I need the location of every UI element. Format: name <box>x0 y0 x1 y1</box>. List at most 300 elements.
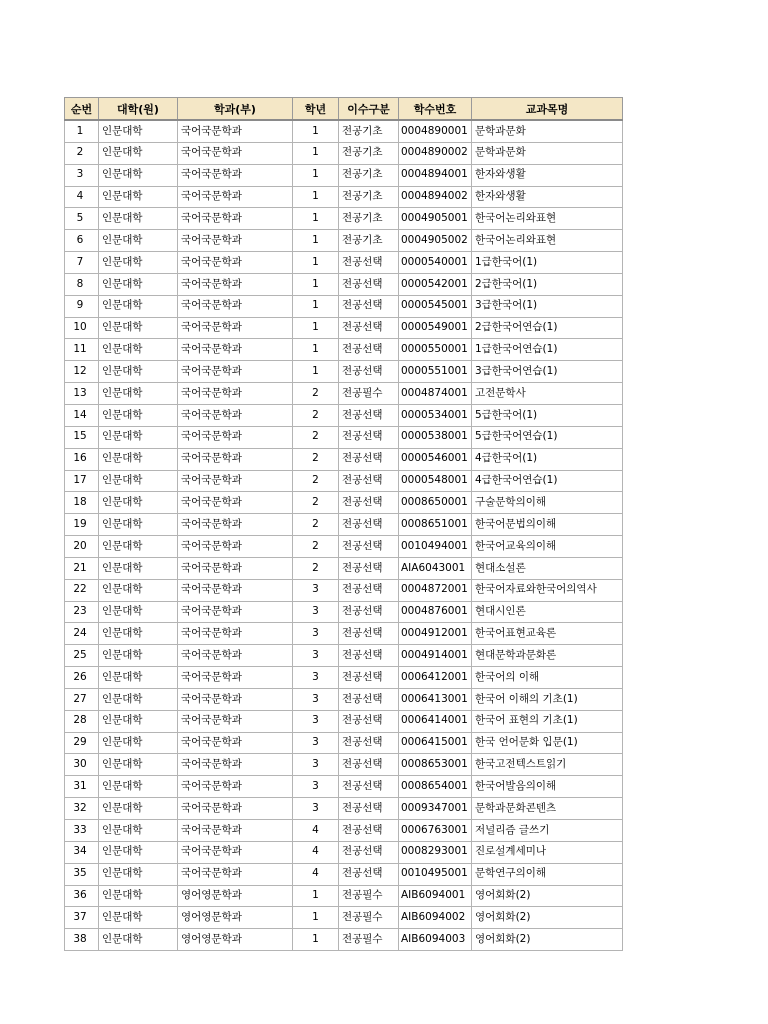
department-cell: 영어영문학과 <box>178 907 293 929</box>
table-row <box>65 623 623 645</box>
course-name-cell: 문학연구의이해 <box>472 863 623 885</box>
college-cell: 인문대학 <box>99 426 178 448</box>
course-code-cell: 0006415001 <box>399 732 472 754</box>
seq-cell: 27 <box>65 688 99 710</box>
table-row <box>65 754 623 776</box>
department-cell: 국어국문학과 <box>178 754 293 776</box>
table-row <box>65 426 623 448</box>
department-cell: 국어국문학과 <box>178 426 293 448</box>
year-cell: 1 <box>293 885 339 907</box>
year-cell: 4 <box>293 863 339 885</box>
seq-cell: 22 <box>65 579 99 601</box>
department-cell: 국어국문학과 <box>178 732 293 754</box>
department-cell: 국어국문학과 <box>178 492 293 514</box>
department-cell: 국어국문학과 <box>178 667 293 689</box>
course-type-cell: 전공선택 <box>339 863 399 885</box>
department-cell: 국어국문학과 <box>178 645 293 667</box>
seq-cell: 37 <box>65 907 99 929</box>
seq-cell: 9 <box>65 295 99 317</box>
table-row <box>65 164 623 186</box>
seq-cell: 19 <box>65 514 99 536</box>
college-cell: 인문대학 <box>99 470 178 492</box>
header-college: 대학(원) <box>99 98 178 121</box>
department-cell: 국어국문학과 <box>178 470 293 492</box>
college-cell: 인문대학 <box>99 142 178 164</box>
department-cell: 국어국문학과 <box>178 186 293 208</box>
course-code-cell: 0008653001 <box>399 754 472 776</box>
course-name-cell: 4급한국어연습(1) <box>472 470 623 492</box>
department-cell: 국어국문학과 <box>178 536 293 558</box>
seq-cell: 21 <box>65 557 99 579</box>
college-cell: 인문대학 <box>99 929 178 951</box>
course-code-cell: 0004874001 <box>399 383 472 405</box>
course-code-cell: 0009347001 <box>399 798 472 820</box>
college-cell: 인문대학 <box>99 863 178 885</box>
table-row <box>65 798 623 820</box>
course-type-cell: 전공선택 <box>339 339 399 361</box>
course-code-cell: 0006763001 <box>399 820 472 842</box>
course-type-cell: 전공선택 <box>339 710 399 732</box>
table-row <box>65 186 623 208</box>
department-cell: 국어국문학과 <box>178 798 293 820</box>
course-name-cell: 저널리즘 글쓰기 <box>472 820 623 842</box>
course-type-cell: 전공선택 <box>339 404 399 426</box>
year-cell: 1 <box>293 273 339 295</box>
course-name-cell: 영어회화(2) <box>472 929 623 951</box>
college-cell: 인문대학 <box>99 579 178 601</box>
college-cell: 인문대학 <box>99 120 178 142</box>
year-cell: 3 <box>293 754 339 776</box>
department-cell: 국어국문학과 <box>178 863 293 885</box>
course-code-cell: 0008293001 <box>399 841 472 863</box>
college-cell: 인문대학 <box>99 841 178 863</box>
course-name-cell: 고전문학사 <box>472 383 623 405</box>
year-cell: 2 <box>293 448 339 470</box>
year-cell: 2 <box>293 557 339 579</box>
seq-cell: 29 <box>65 732 99 754</box>
seq-cell: 8 <box>65 273 99 295</box>
year-cell: 2 <box>293 426 339 448</box>
course-name-cell: 한국어논리와표현 <box>472 230 623 252</box>
college-cell: 인문대학 <box>99 710 178 732</box>
table-row <box>65 601 623 623</box>
course-type-cell: 전공선택 <box>339 273 399 295</box>
course-type-cell: 전공선택 <box>339 732 399 754</box>
department-cell: 국어국문학과 <box>178 208 293 230</box>
course-code-cell: 0010495001 <box>399 863 472 885</box>
course-name-cell: 문학과문화콘텐츠 <box>472 798 623 820</box>
seq-cell: 28 <box>65 710 99 732</box>
year-cell: 3 <box>293 776 339 798</box>
college-cell: 인문대학 <box>99 383 178 405</box>
year-cell: 1 <box>293 929 339 951</box>
course-code-cell: 0004905001 <box>399 208 472 230</box>
table-row <box>65 142 623 164</box>
department-cell: 국어국문학과 <box>178 404 293 426</box>
course-name-cell: 한국어자료와한국어의역사 <box>472 579 623 601</box>
course-name-cell: 한국고전텍스트읽기 <box>472 754 623 776</box>
department-cell: 국어국문학과 <box>178 710 293 732</box>
seq-cell: 15 <box>65 426 99 448</box>
course-name-cell: 3급한국어연습(1) <box>472 361 623 383</box>
table-header <box>65 98 623 121</box>
table-row <box>65 120 623 142</box>
course-name-cell: 현대문학과문화론 <box>472 645 623 667</box>
college-cell: 인문대학 <box>99 404 178 426</box>
header-department: 학과(부) <box>178 98 293 121</box>
year-cell: 1 <box>293 230 339 252</box>
course-code-cell: 0008654001 <box>399 776 472 798</box>
table-row <box>65 295 623 317</box>
seq-cell: 25 <box>65 645 99 667</box>
course-type-cell: 전공선택 <box>339 623 399 645</box>
course-type-cell: 전공선택 <box>339 492 399 514</box>
course-code-cell: AIA6043001 <box>399 557 472 579</box>
department-cell: 국어국문학과 <box>178 252 293 274</box>
course-code-cell: 0000545001 <box>399 295 472 317</box>
seq-cell: 13 <box>65 383 99 405</box>
college-cell: 인문대학 <box>99 186 178 208</box>
year-cell: 3 <box>293 798 339 820</box>
college-cell: 인문대학 <box>99 317 178 339</box>
course-type-cell: 전공선택 <box>339 820 399 842</box>
course-code-cell: 0004905002 <box>399 230 472 252</box>
course-code-cell: 0004890001 <box>399 120 472 142</box>
college-cell: 인문대학 <box>99 361 178 383</box>
header-course-code: 학수번호 <box>399 98 472 121</box>
course-code-cell: 0006414001 <box>399 710 472 732</box>
course-code-cell: 0004894002 <box>399 186 472 208</box>
course-name-cell: 한국어논리와표현 <box>472 208 623 230</box>
department-cell: 국어국문학과 <box>178 579 293 601</box>
department-cell: 국어국문학과 <box>178 295 293 317</box>
course-type-cell: 전공선택 <box>339 601 399 623</box>
college-cell: 인문대학 <box>99 536 178 558</box>
course-type-cell: 전공선택 <box>339 448 399 470</box>
department-cell: 영어영문학과 <box>178 885 293 907</box>
course-code-cell: 0004894001 <box>399 164 472 186</box>
year-cell: 1 <box>293 295 339 317</box>
department-cell: 국어국문학과 <box>178 142 293 164</box>
college-cell: 인문대학 <box>99 164 178 186</box>
college-cell: 인문대학 <box>99 688 178 710</box>
college-cell: 인문대학 <box>99 885 178 907</box>
course-type-cell: 전공선택 <box>339 557 399 579</box>
seq-cell: 31 <box>65 776 99 798</box>
seq-cell: 7 <box>65 252 99 274</box>
course-type-cell: 전공기초 <box>339 186 399 208</box>
table-row <box>65 667 623 689</box>
seq-cell: 3 <box>65 164 99 186</box>
seq-cell: 16 <box>65 448 99 470</box>
table-row <box>65 688 623 710</box>
table-row <box>65 230 623 252</box>
course-name-cell: 2급한국어연습(1) <box>472 317 623 339</box>
year-cell: 3 <box>293 623 339 645</box>
seq-cell: 10 <box>65 317 99 339</box>
course-code-cell: AIB6094003 <box>399 929 472 951</box>
course-type-cell: 전공기초 <box>339 120 399 142</box>
course-name-cell: 한국어표현교육론 <box>472 623 623 645</box>
department-cell: 국어국문학과 <box>178 361 293 383</box>
department-cell: 영어영문학과 <box>178 929 293 951</box>
college-cell: 인문대학 <box>99 208 178 230</box>
table-row <box>65 404 623 426</box>
seq-cell: 36 <box>65 885 99 907</box>
course-type-cell: 전공선택 <box>339 426 399 448</box>
course-name-cell: 현대시인론 <box>472 601 623 623</box>
college-cell: 인문대학 <box>99 645 178 667</box>
course-name-cell: 영어회화(2) <box>472 907 623 929</box>
table-row <box>65 710 623 732</box>
course-table <box>64 97 623 951</box>
course-code-cell: 0004914001 <box>399 645 472 667</box>
year-cell: 1 <box>293 317 339 339</box>
seq-cell: 2 <box>65 142 99 164</box>
course-type-cell: 전공선택 <box>339 252 399 274</box>
college-cell: 인문대학 <box>99 230 178 252</box>
course-name-cell: 1급한국어연습(1) <box>472 339 623 361</box>
course-code-cell: 0004876001 <box>399 601 472 623</box>
department-cell: 국어국문학과 <box>178 339 293 361</box>
department-cell: 국어국문학과 <box>178 383 293 405</box>
course-name-cell: 3급한국어(1) <box>472 295 623 317</box>
department-cell: 국어국문학과 <box>178 317 293 339</box>
year-cell: 3 <box>293 667 339 689</box>
course-code-cell: 0006413001 <box>399 688 472 710</box>
seq-cell: 11 <box>65 339 99 361</box>
college-cell: 인문대학 <box>99 820 178 842</box>
year-cell: 1 <box>293 164 339 186</box>
course-type-cell: 전공선택 <box>339 295 399 317</box>
course-name-cell: 현대소설론 <box>472 557 623 579</box>
course-type-cell: 전공선택 <box>339 579 399 601</box>
college-cell: 인문대학 <box>99 623 178 645</box>
table-row <box>65 361 623 383</box>
course-code-cell: 0008650001 <box>399 492 472 514</box>
course-name-cell: 한국어발음의이해 <box>472 776 623 798</box>
college-cell: 인문대학 <box>99 732 178 754</box>
table-row <box>65 863 623 885</box>
table-row <box>65 841 623 863</box>
college-cell: 인문대학 <box>99 295 178 317</box>
year-cell: 1 <box>293 339 339 361</box>
department-cell: 국어국문학과 <box>178 120 293 142</box>
year-cell: 3 <box>293 710 339 732</box>
course-type-cell: 전공선택 <box>339 776 399 798</box>
college-cell: 인문대학 <box>99 448 178 470</box>
course-type-cell: 전공기초 <box>339 142 399 164</box>
table-row <box>65 557 623 579</box>
table-row <box>65 514 623 536</box>
table-row <box>65 317 623 339</box>
course-name-cell: 5급한국어(1) <box>472 404 623 426</box>
college-cell: 인문대학 <box>99 601 178 623</box>
seq-cell: 33 <box>65 820 99 842</box>
seq-cell: 35 <box>65 863 99 885</box>
year-cell: 1 <box>293 208 339 230</box>
table-row <box>65 929 623 951</box>
table-row <box>65 208 623 230</box>
year-cell: 1 <box>293 907 339 929</box>
year-cell: 3 <box>293 601 339 623</box>
course-name-cell: 4급한국어(1) <box>472 448 623 470</box>
department-cell: 국어국문학과 <box>178 448 293 470</box>
table-row <box>65 339 623 361</box>
seq-cell: 14 <box>65 404 99 426</box>
year-cell: 1 <box>293 252 339 274</box>
course-code-cell: 0000548001 <box>399 470 472 492</box>
department-cell: 국어국문학과 <box>178 688 293 710</box>
course-type-cell: 전공기초 <box>339 164 399 186</box>
year-cell: 1 <box>293 361 339 383</box>
department-cell: 국어국문학과 <box>178 841 293 863</box>
course-type-cell: 전공필수 <box>339 929 399 951</box>
seq-cell: 20 <box>65 536 99 558</box>
course-name-cell: 구술문학의이해 <box>472 492 623 514</box>
seq-cell: 17 <box>65 470 99 492</box>
table-body <box>65 120 623 951</box>
course-type-cell: 전공선택 <box>339 536 399 558</box>
seq-cell: 5 <box>65 208 99 230</box>
seq-cell: 34 <box>65 841 99 863</box>
year-cell: 1 <box>293 186 339 208</box>
header-year: 학년 <box>293 98 339 121</box>
department-cell: 국어국문학과 <box>178 514 293 536</box>
course-code-cell: 0000550001 <box>399 339 472 361</box>
table-row <box>65 579 623 601</box>
department-cell: 국어국문학과 <box>178 164 293 186</box>
course-name-cell: 한국어의 이해 <box>472 667 623 689</box>
table-row <box>65 383 623 405</box>
college-cell: 인문대학 <box>99 339 178 361</box>
table-row <box>65 907 623 929</box>
year-cell: 2 <box>293 514 339 536</box>
department-cell: 국어국문학과 <box>178 230 293 252</box>
header-course-type: 이수구분 <box>339 98 399 121</box>
course-code-cell: AIB6094001 <box>399 885 472 907</box>
seq-cell: 1 <box>65 120 99 142</box>
college-cell: 인문대학 <box>99 754 178 776</box>
department-cell: 국어국문학과 <box>178 557 293 579</box>
table-row <box>65 252 623 274</box>
seq-cell: 32 <box>65 798 99 820</box>
year-cell: 3 <box>293 645 339 667</box>
year-cell: 1 <box>293 142 339 164</box>
course-type-cell: 전공필수 <box>339 907 399 929</box>
year-cell: 3 <box>293 688 339 710</box>
table-row <box>65 492 623 514</box>
course-code-cell: 0006412001 <box>399 667 472 689</box>
course-name-cell: 진로설계세미나 <box>472 841 623 863</box>
seq-cell: 30 <box>65 754 99 776</box>
table-row <box>65 536 623 558</box>
course-name-cell: 한자와생활 <box>472 164 623 186</box>
course-type-cell: 전공선택 <box>339 688 399 710</box>
course-name-cell: 영어회화(2) <box>472 885 623 907</box>
year-cell: 1 <box>293 120 339 142</box>
year-cell: 2 <box>293 470 339 492</box>
course-type-cell: 전공선택 <box>339 361 399 383</box>
college-cell: 인문대학 <box>99 557 178 579</box>
seq-cell: 6 <box>65 230 99 252</box>
course-type-cell: 전공기초 <box>339 208 399 230</box>
course-code-cell: 0000534001 <box>399 404 472 426</box>
college-cell: 인문대학 <box>99 492 178 514</box>
course-name-cell: 한국어교육의이해 <box>472 536 623 558</box>
department-cell: 국어국문학과 <box>178 273 293 295</box>
table-row <box>65 448 623 470</box>
course-name-cell: 5급한국어연습(1) <box>472 426 623 448</box>
course-type-cell: 전공선택 <box>339 798 399 820</box>
course-code-cell: 0000540001 <box>399 252 472 274</box>
department-cell: 국어국문학과 <box>178 820 293 842</box>
course-code-cell: 0004872001 <box>399 579 472 601</box>
course-type-cell: 전공선택 <box>339 470 399 492</box>
year-cell: 2 <box>293 383 339 405</box>
header-seq: 순번 <box>65 98 99 121</box>
year-cell: 3 <box>293 579 339 601</box>
course-name-cell: 한자와생활 <box>472 186 623 208</box>
course-code-cell: 0004912001 <box>399 623 472 645</box>
course-code-cell: AIB6094002 <box>399 907 472 929</box>
course-name-cell: 1급한국어(1) <box>472 252 623 274</box>
header-row <box>65 98 623 121</box>
course-name-cell: 문학과문화 <box>472 142 623 164</box>
seq-cell: 23 <box>65 601 99 623</box>
college-cell: 인문대학 <box>99 776 178 798</box>
course-name-cell: 문학과문화 <box>472 120 623 142</box>
table-row <box>65 732 623 754</box>
course-type-cell: 전공필수 <box>339 885 399 907</box>
department-cell: 국어국문학과 <box>178 623 293 645</box>
course-type-cell: 전공기초 <box>339 230 399 252</box>
course-type-cell: 전공선택 <box>339 841 399 863</box>
course-type-cell: 전공필수 <box>339 383 399 405</box>
year-cell: 2 <box>293 492 339 514</box>
course-code-cell: 0000538001 <box>399 426 472 448</box>
course-name-cell: 2급한국어(1) <box>472 273 623 295</box>
seq-cell: 4 <box>65 186 99 208</box>
seq-cell: 12 <box>65 361 99 383</box>
department-cell: 국어국문학과 <box>178 601 293 623</box>
seq-cell: 24 <box>65 623 99 645</box>
table-row <box>65 776 623 798</box>
course-name-cell: 한국어 이해의 기초(1) <box>472 688 623 710</box>
year-cell: 4 <box>293 820 339 842</box>
course-code-cell: 0004890002 <box>399 142 472 164</box>
college-cell: 인문대학 <box>99 798 178 820</box>
course-type-cell: 전공선택 <box>339 667 399 689</box>
table-row <box>65 273 623 295</box>
header-course-name: 교과목명 <box>472 98 623 121</box>
table-row <box>65 470 623 492</box>
department-cell: 국어국문학과 <box>178 776 293 798</box>
college-cell: 인문대학 <box>99 273 178 295</box>
course-code-cell: 0010494001 <box>399 536 472 558</box>
year-cell: 3 <box>293 732 339 754</box>
course-code-cell: 0000549001 <box>399 317 472 339</box>
college-cell: 인문대학 <box>99 252 178 274</box>
course-name-cell: 한국어문법의이해 <box>472 514 623 536</box>
table-row <box>65 820 623 842</box>
course-type-cell: 전공선택 <box>339 754 399 776</box>
course-type-cell: 전공선택 <box>339 514 399 536</box>
seq-cell: 18 <box>65 492 99 514</box>
course-type-cell: 전공선택 <box>339 645 399 667</box>
course-code-cell: 0000546001 <box>399 448 472 470</box>
course-type-cell: 전공선택 <box>339 317 399 339</box>
